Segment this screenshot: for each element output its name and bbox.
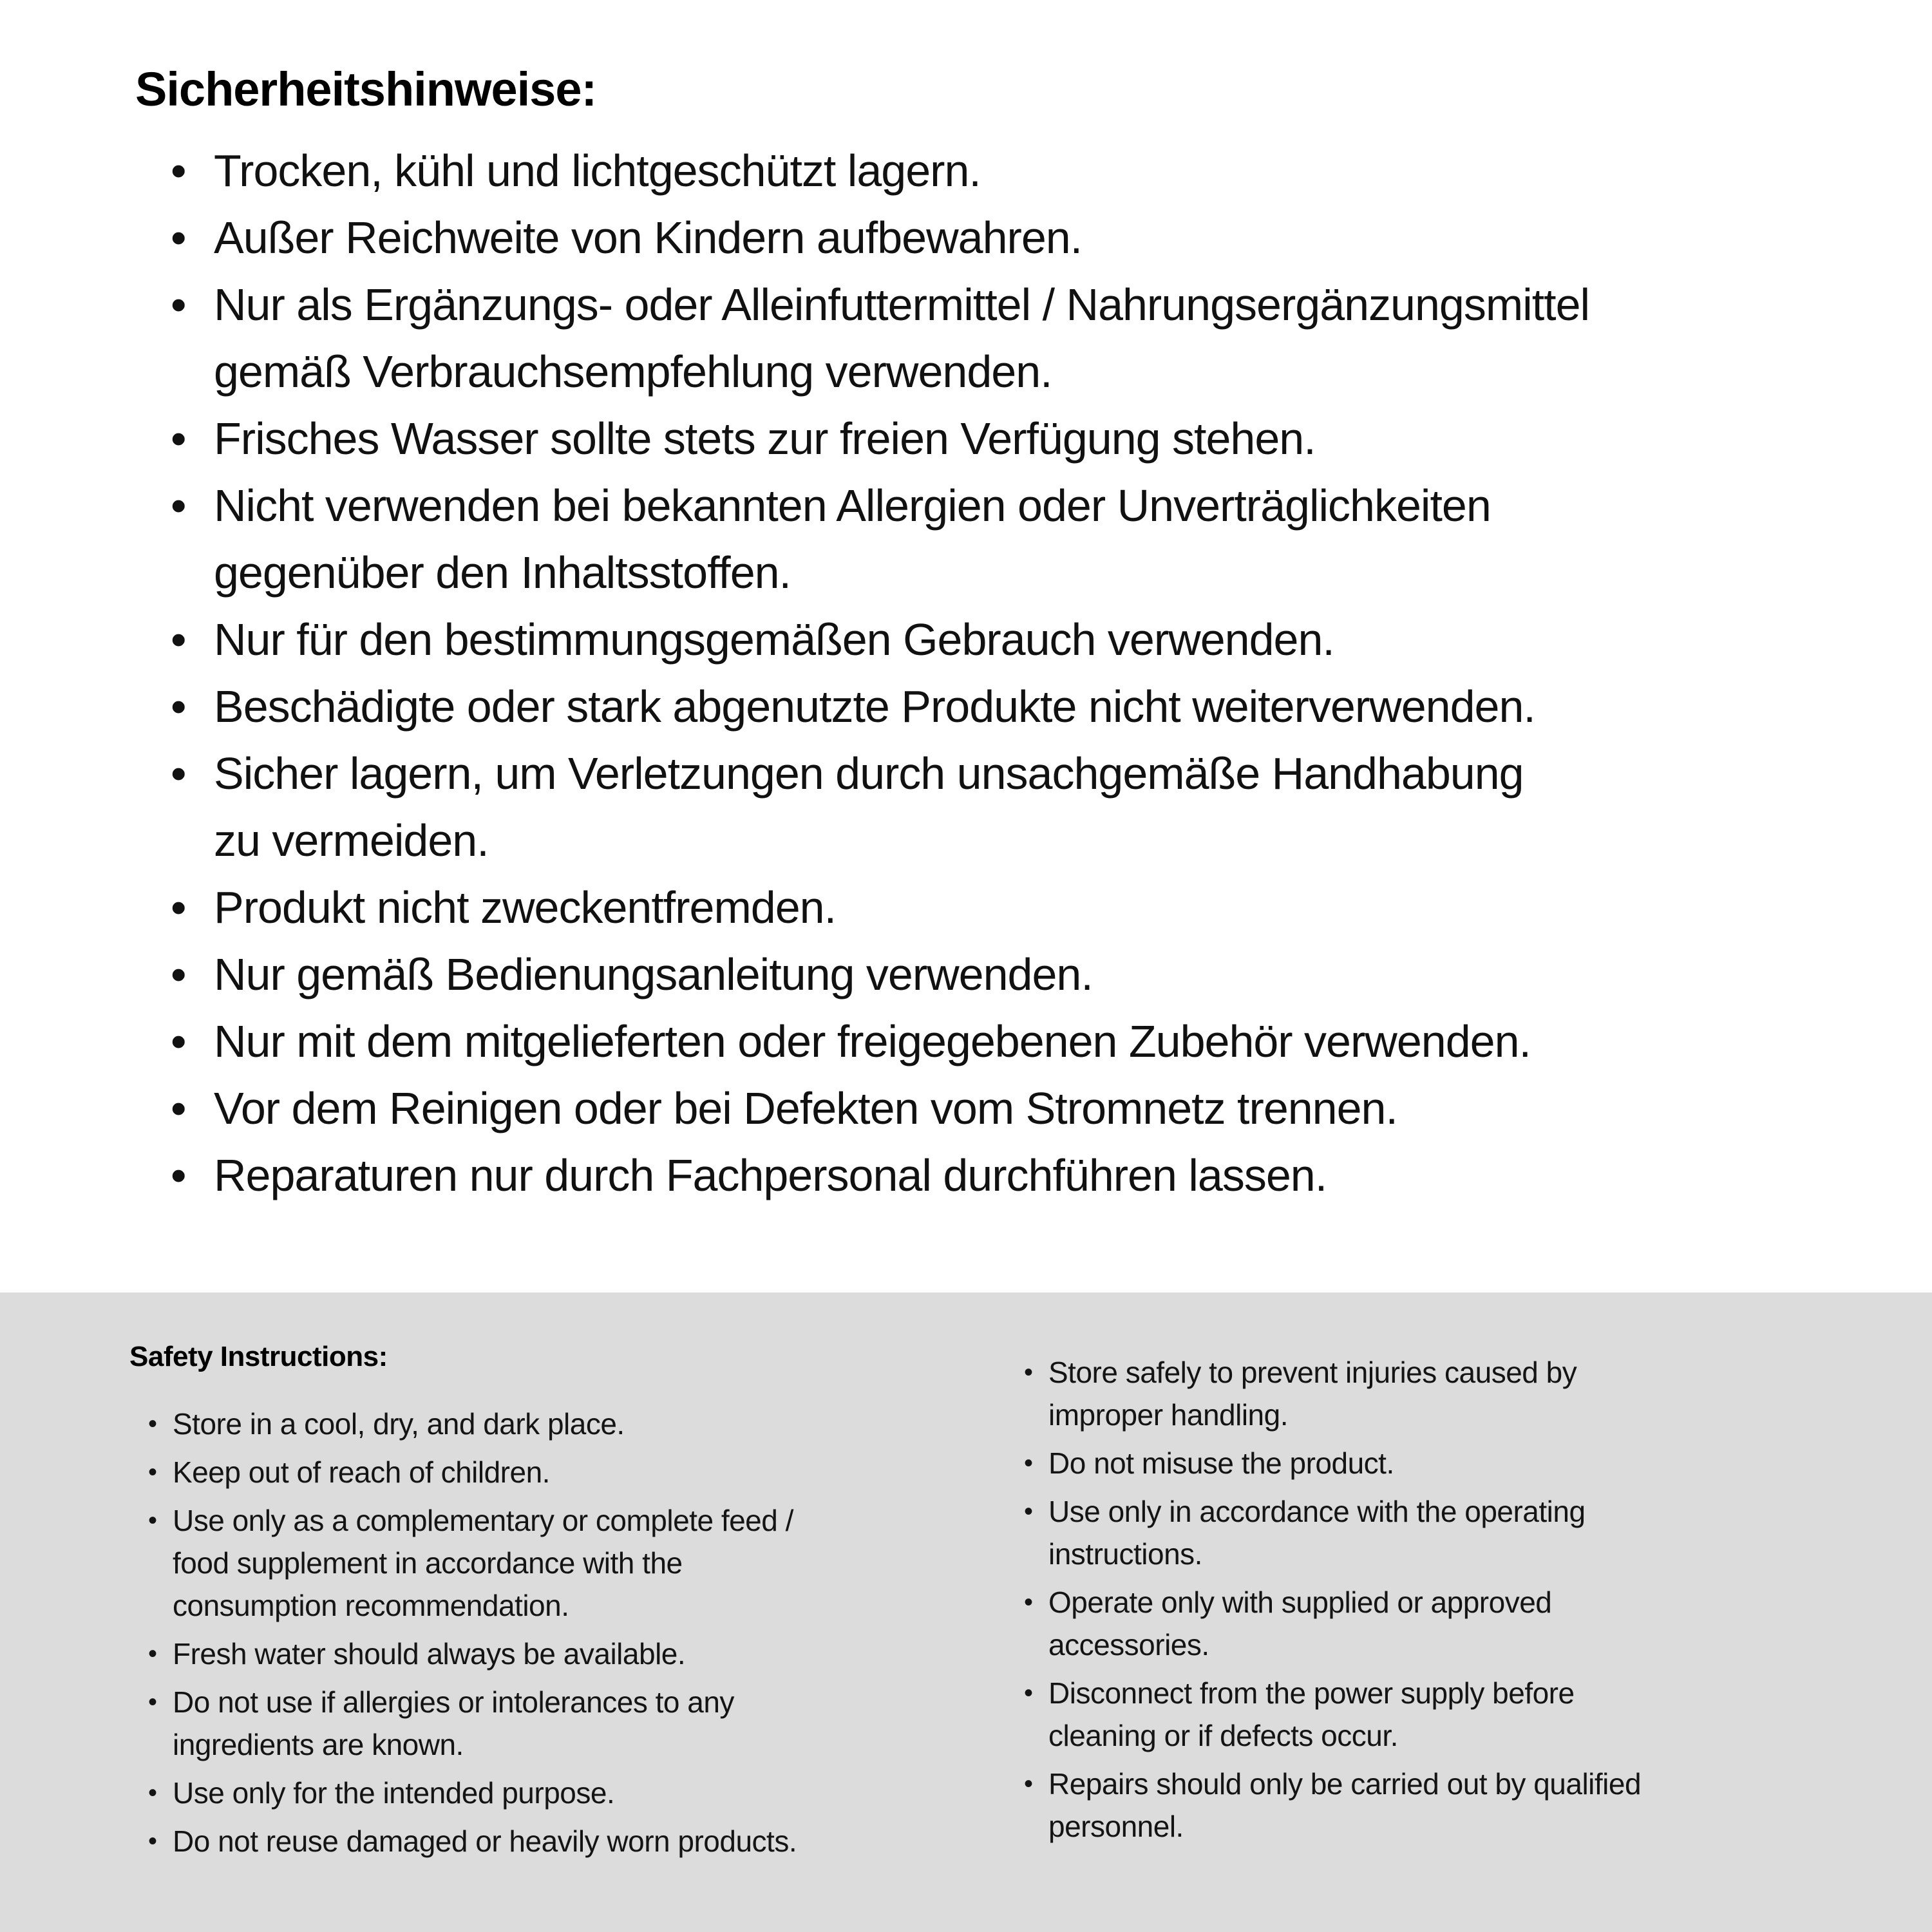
line-text: accessories. bbox=[1048, 1628, 1209, 1662]
german-list-item bbox=[171, 941, 1589, 1008]
english-list-item bbox=[1024, 1581, 1641, 1666]
list-item-line bbox=[148, 1633, 797, 1675]
bullet-marker: • bbox=[171, 146, 186, 196]
english-list-item bbox=[148, 1403, 797, 1445]
line-text: Nicht verwenden bei bekannten Allergien oder Unverträglichkeiten bbox=[214, 480, 1491, 531]
bullet-marker: • bbox=[1024, 1449, 1033, 1477]
bullet-marker: • bbox=[1024, 1497, 1033, 1526]
bullet-marker: • bbox=[148, 1827, 157, 1855]
line-text: Repairs should only be carried out by qualified bbox=[1048, 1767, 1642, 1801]
german-list-item bbox=[171, 472, 1589, 606]
list-item-line bbox=[1048, 1394, 1641, 1436]
english-list-item bbox=[1024, 1351, 1641, 1436]
bullet-marker: • bbox=[148, 1640, 157, 1668]
english-list-item bbox=[148, 1633, 797, 1675]
line-text: Keep out of reach of children. bbox=[173, 1455, 550, 1489]
list-item-line bbox=[214, 807, 1589, 874]
list-item-line bbox=[171, 874, 1589, 941]
german-list-item bbox=[171, 673, 1589, 740]
line-text: Use only as a complementary or complete feed / bbox=[173, 1504, 793, 1537]
bullet-marker: • bbox=[171, 614, 186, 665]
line-text: Use only for the intended purpose. bbox=[173, 1776, 615, 1810]
line-text: Sicher lagern, um Verletzungen durch unsachgemäße Handhabung bbox=[214, 748, 1524, 799]
line-text: Do not reuse damaged or heavily worn products. bbox=[173, 1824, 797, 1858]
german-list-item bbox=[171, 204, 1589, 271]
german-list-item bbox=[171, 271, 1590, 405]
line-text: Frisches Wasser sollte stets zur freien Verfügung stehen. bbox=[214, 413, 1316, 464]
list-item-line bbox=[148, 1772, 797, 1814]
line-text: Nur als Ergänzungs- oder Alleinfuttermittel / Nahrungsergänzungsmittel bbox=[214, 279, 1590, 330]
german-list-item bbox=[171, 137, 1589, 204]
list-item-line bbox=[173, 1542, 797, 1584]
line-text: Do not use if allergies or intolerances to any bbox=[173, 1685, 734, 1719]
bullet-marker: • bbox=[1024, 1679, 1033, 1707]
line-text: Nur mit dem mitgelieferten oder freigegebenen Zubehör verwenden. bbox=[214, 1016, 1531, 1066]
list-item-line bbox=[214, 539, 1589, 606]
line-text: Nur für den bestimmungsgemäßen Gebrauch verwenden. bbox=[214, 614, 1334, 665]
bullet-marker: • bbox=[171, 882, 186, 933]
list-item-line bbox=[148, 1820, 797, 1862]
line-text: Store safely to prevent injuries caused by bbox=[1048, 1356, 1577, 1389]
line-text: Store in a cool, dry, and dark place. bbox=[173, 1407, 625, 1441]
german-list bbox=[171, 137, 1590, 1209]
bullet-marker: • bbox=[171, 1150, 186, 1200]
german-list-item bbox=[171, 606, 1589, 673]
german-list-item bbox=[171, 740, 1589, 874]
english-list-item bbox=[148, 1451, 797, 1493]
list-item-line bbox=[171, 941, 1589, 1008]
english-title: Safety Instructions: bbox=[129, 1341, 388, 1372]
bullet-marker: • bbox=[171, 1016, 186, 1066]
list-item-line bbox=[173, 1584, 797, 1627]
list-item-line bbox=[171, 204, 1589, 271]
line-text: Disconnect from the power supply before bbox=[1048, 1676, 1575, 1710]
bullet-marker: • bbox=[171, 213, 186, 263]
english-list-item bbox=[1024, 1763, 1642, 1848]
bullet-marker: • bbox=[171, 279, 186, 330]
english-list-item bbox=[148, 1681, 797, 1766]
list-item-line bbox=[171, 137, 1589, 204]
line-text: Do not misuse the product. bbox=[1048, 1446, 1394, 1480]
bullet-marker: • bbox=[171, 480, 186, 531]
bullet-marker: • bbox=[171, 949, 186, 999]
list-item-line bbox=[1024, 1763, 1642, 1805]
list-item-line bbox=[171, 1142, 1589, 1209]
list-item-line bbox=[171, 606, 1589, 673]
list-item-line bbox=[1024, 1672, 1641, 1714]
list-item-line bbox=[171, 271, 1590, 338]
bullet-marker: • bbox=[171, 1083, 186, 1133]
english-list-item bbox=[148, 1499, 797, 1627]
list-item-line bbox=[1048, 1714, 1641, 1757]
german-title: Sicherheitshinweise: bbox=[135, 62, 597, 116]
line-text: Vor dem Reinigen oder bei Defekten vom Stromnetz trennen. bbox=[214, 1083, 1397, 1133]
list-item-line bbox=[1024, 1442, 1641, 1484]
bullet-marker: • bbox=[171, 681, 186, 732]
bullet-marker: • bbox=[148, 1779, 157, 1807]
english-left-column bbox=[148, 1403, 797, 1868]
bullet-marker: • bbox=[171, 748, 186, 799]
german-list-item bbox=[171, 405, 1589, 472]
bullet-marker: • bbox=[148, 1410, 157, 1438]
list-item-line bbox=[171, 1075, 1589, 1142]
line-text: Use only in accordance with the operating bbox=[1048, 1495, 1586, 1528]
list-item-line bbox=[171, 1008, 1589, 1075]
list-item-line bbox=[173, 1723, 797, 1766]
list-item-line bbox=[1048, 1624, 1641, 1666]
line-text: Produkt nicht zweckentfremden. bbox=[214, 882, 837, 933]
line-text: Beschädigte oder stark abgenutzte Produkte nicht weiterverwenden. bbox=[214, 681, 1535, 732]
english-list-item bbox=[148, 1820, 797, 1862]
bullet-marker: • bbox=[148, 1458, 157, 1486]
line-text: Trocken, kühl und lichtgeschützt lagern. bbox=[214, 146, 981, 196]
line-text: cleaning or if defects occur. bbox=[1048, 1719, 1398, 1752]
german-list-item bbox=[171, 874, 1589, 941]
list-item-line bbox=[1024, 1490, 1641, 1533]
line-text: zu vermeiden. bbox=[214, 815, 489, 866]
line-text: gegenüber den Inhaltsstoffen. bbox=[214, 547, 791, 598]
list-item-line bbox=[214, 338, 1589, 405]
list-item-line bbox=[148, 1499, 797, 1542]
bullet-marker: • bbox=[1024, 1770, 1033, 1798]
english-list-item bbox=[1024, 1672, 1641, 1757]
english-right-column bbox=[1024, 1351, 1642, 1853]
bullet-marker: • bbox=[171, 413, 186, 464]
list-item-line bbox=[1024, 1581, 1641, 1624]
line-text: consumption recommendation. bbox=[173, 1589, 569, 1622]
bullet-marker: • bbox=[1024, 1358, 1033, 1387]
list-item-line bbox=[1048, 1533, 1641, 1575]
german-list-item bbox=[171, 1075, 1589, 1142]
english-list-item bbox=[1024, 1442, 1641, 1484]
line-text: Nur gemäß Bedienungsanleitung verwenden. bbox=[214, 949, 1093, 999]
line-text: ingredients are known. bbox=[173, 1728, 464, 1761]
list-item-line bbox=[1048, 1805, 1641, 1848]
list-item-line bbox=[148, 1403, 797, 1445]
bullet-marker: • bbox=[148, 1506, 157, 1535]
list-item-line bbox=[148, 1451, 797, 1493]
line-text: Fresh water should always be available. bbox=[173, 1637, 686, 1671]
list-item-line bbox=[148, 1681, 797, 1723]
line-text: instructions. bbox=[1048, 1537, 1202, 1571]
german-list-item bbox=[171, 1142, 1589, 1209]
list-item-line bbox=[1024, 1351, 1641, 1394]
line-text: improper handling. bbox=[1048, 1398, 1289, 1432]
line-text: personnel. bbox=[1048, 1810, 1184, 1843]
line-text: Außer Reichweite von Kindern aufbewahren. bbox=[214, 213, 1083, 263]
line-text: food supplement in accordance with the bbox=[173, 1546, 683, 1580]
bullet-marker: • bbox=[148, 1688, 157, 1716]
bullet-marker: • bbox=[1024, 1588, 1033, 1616]
english-list-item bbox=[1024, 1490, 1641, 1575]
list-item-line bbox=[171, 472, 1589, 539]
line-text: Reparaturen nur durch Fachpersonal durchführen lassen. bbox=[214, 1150, 1327, 1200]
german-list-item bbox=[171, 1008, 1589, 1075]
list-item-line bbox=[171, 673, 1589, 740]
line-text: Operate only with supplied or approved bbox=[1048, 1586, 1552, 1619]
line-text: gemäß Verbrauchsempfehlung verwenden. bbox=[214, 346, 1052, 397]
list-item-line bbox=[171, 740, 1589, 807]
english-list-item bbox=[148, 1772, 797, 1814]
list-item-line bbox=[171, 405, 1589, 472]
